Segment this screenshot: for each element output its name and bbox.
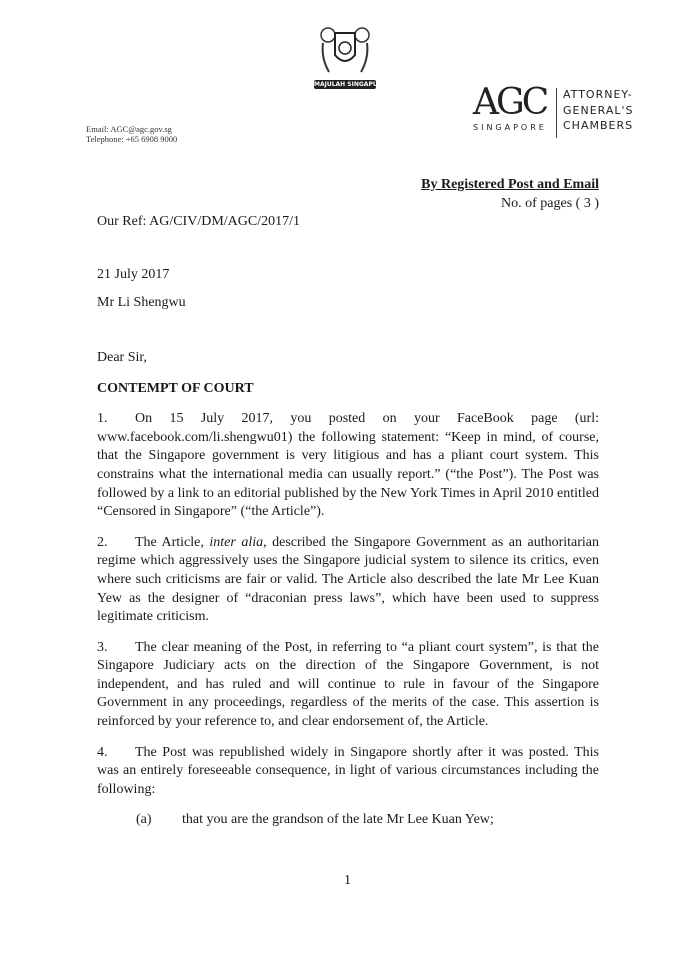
agc-name-line: GENERAL'S (563, 103, 634, 117)
agc-logo-text: AGC (473, 82, 547, 123)
paragraph-italic: inter alia (209, 534, 264, 550)
paragraph-3 (97, 639, 599, 732)
agc-logo (473, 84, 547, 132)
email: Email: AGC@agc.gov.sg (86, 124, 172, 134)
paragraph-text: The Post was republished widely in Singapore shortly after it was posted. This was an entirely foreseeable consequence, in light of various circumstances including the following: (97, 744, 599, 797)
agc-name-line: CHAMBERS (563, 119, 634, 132)
agc-name (563, 87, 634, 134)
paragraph-number: 3. (97, 639, 108, 655)
paragraph-text: , described the Singapore Government as an authoritarian regime which aggressively uses the Singapore judicial system to silence its critics, even where such criticisms are fair or valid. The Article also described the late Mr Lee Kuan Yew as the designer of “draconian press laws”, which have been used to suppress legitimate criticism. (97, 534, 599, 625)
page-count: No. of pages ( 3 ) (501, 195, 599, 211)
delivery-method: By Registered Post and Email (421, 177, 599, 192)
agc-name-line: ATTORNEY- (563, 88, 633, 101)
recipient: Mr Li Shengwu (97, 295, 186, 311)
telephone: Telephone: +65 6908 9000 (86, 134, 178, 144)
paragraph-text: On 15 July 2017, you posted on your FaceBook page (url: www.facebook.com/li.shengwu01) the following statement: “Keep in mind, of course, that the Singapore government is very litigious and has a pliant court system. This constrains what the international media can usually report.” (“the Post”). The Post was followed by a link to an editorial published by the New York Times in April 2010 entitled “Censored in Singapore” (“the Article”). (97, 411, 599, 520)
salutation: Dear Sir, (97, 349, 147, 365)
paragraph-text: The Article, (135, 534, 210, 550)
subitem-text: that you are the grandson of the late Mr Lee Kuan Yew; (182, 812, 494, 828)
delivery-block (97, 176, 599, 213)
letter-body (97, 176, 599, 830)
logo-divider (556, 88, 557, 138)
paragraph-1 (97, 410, 599, 522)
contact-info (86, 124, 177, 144)
paragraph-2 (97, 534, 599, 627)
page-number: 1 (344, 873, 351, 888)
crest-icon (314, 22, 376, 80)
paragraph-number: 2. (97, 534, 108, 550)
agc-country: SINGAPORE (473, 123, 547, 132)
crest-motto: MAJULAH SINGAPURA (314, 81, 387, 88)
subitem-a (97, 811, 599, 830)
letter-date: 21 July 2017 (97, 266, 170, 282)
letter-heading: CONTEMPT OF COURT (97, 380, 254, 396)
paragraph-number: 1. (97, 411, 108, 427)
paragraph-4 (97, 744, 599, 800)
subitem-label: (a) (136, 812, 152, 828)
our-ref: Our Ref: AG/CIV/DM/AGC/2017/1 (97, 214, 300, 230)
singapore-crest-logo (314, 22, 387, 94)
paragraph-text: The clear meaning of the Post, in referring to “a pliant court system”, is that the Singapore Judiciary acts on the direction of the Singapore Government, is not independent, and has ruled and will continue to rule in favour of the Singapore Government in any proceedings, regardless of the merits of the case. This assertion is reinforced by your reference to, and clear endorsement of, the Article. (97, 639, 599, 730)
paragraph-number: 4. (97, 744, 108, 760)
